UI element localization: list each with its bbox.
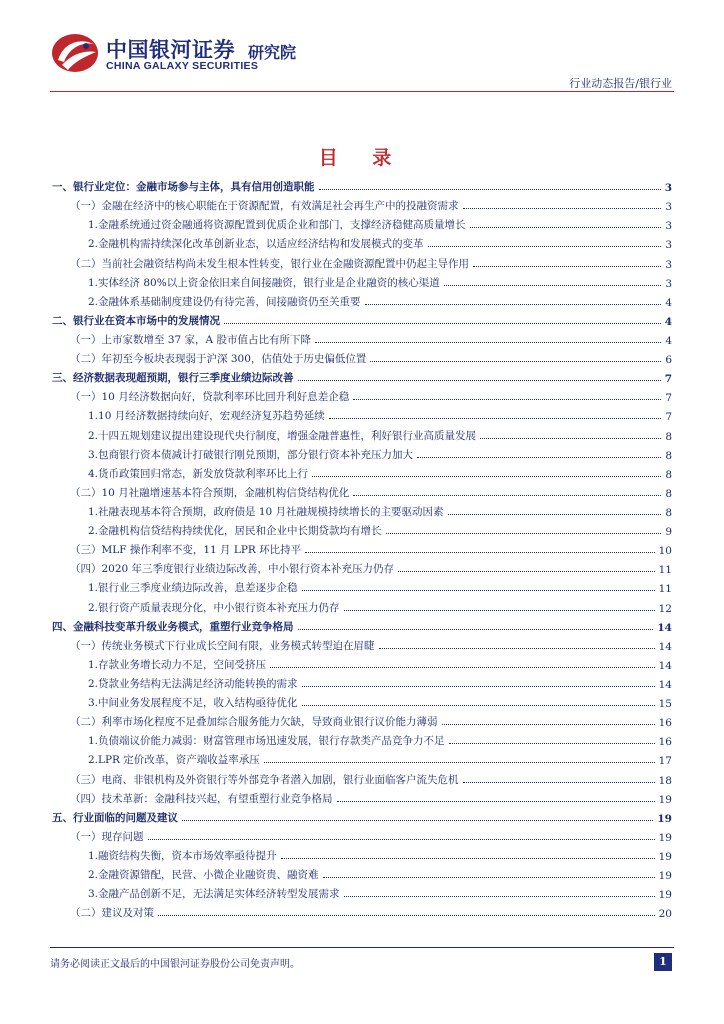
toc-entry-label: 2.金融资源错配，民营、小微企业融资贵、融资难 [88, 869, 319, 882]
toc-entry-label: （二）年初至今板块表现弱于沪深 300，估值处于历史偏低位置 [70, 353, 367, 366]
toc-entry[interactable] [52, 844, 672, 863]
toc-dot-leader [298, 629, 654, 630]
toc-dot-leader [315, 342, 661, 343]
toc-entry-label: （三）MLF 操作利率不变，11 月 LPR 环比持平 [70, 544, 302, 557]
toc-entry-label: 1.负债端议价能力减弱：财富管理市场迅速发展，银行存款类产品竞争力不足 [88, 735, 445, 748]
toc-entry-label: （四）2020 年三季度银行业绩边际改善，中小银行资本补充压力仍存 [70, 563, 395, 576]
toc-entry[interactable] [52, 672, 672, 691]
toc-entry-page: 19 [658, 889, 672, 902]
toc-entry-page: 8 [665, 430, 672, 443]
toc-entry-page: 19 [657, 812, 672, 825]
toc-entry-label: 三、经济数据表现超预期，银行三季度业绩边际改善 [52, 372, 294, 385]
toc-entry-label: 1.金融系统通过资金融通将资源配置到优质企业和部门，支撑经济稳健高质量增长 [88, 219, 466, 232]
toc-dot-leader [473, 266, 661, 267]
toc-entry-page: 16 [658, 736, 672, 749]
toc-entry-label: 1.存款业务增长动力不足，空间受挤压 [88, 658, 267, 671]
toc-entry-page: 16 [658, 717, 672, 730]
toc-dot-leader [302, 590, 655, 591]
toc-entry[interactable] [52, 328, 672, 347]
toc-entry-label: 一、银行业定位：金融市场参与主体，具有信用创造职能 [52, 181, 315, 194]
toc-entry-page: 8 [665, 449, 672, 462]
toc-dot-leader [158, 915, 655, 916]
toc-dot-leader [312, 476, 661, 477]
toc-entry-label: 1.社融表现基本符合预期，政府债是 10 月社融规模持续增长的主要驱动因素 [88, 505, 444, 518]
toc-entry[interactable] [52, 576, 672, 595]
toc-entry[interactable] [52, 481, 672, 500]
toc-dot-leader [470, 227, 662, 228]
toc-entry[interactable] [52, 691, 672, 710]
toc-entry-label: 2.贷款业务结构无法满足经济动能转换的需求 [88, 677, 298, 690]
toc-entry-page: 3 [665, 220, 672, 233]
toc-entry[interactable] [52, 538, 672, 557]
toc-entry-label: 四、金融科技变革升级业务模式，重塑行业竞争格局 [52, 620, 294, 633]
toc-entry-label: 4.货币政策回归常态，新发放贷款利率环比上行 [88, 467, 309, 480]
page-number-badge: 1 [654, 953, 672, 971]
toc-entry-page: 8 [665, 468, 672, 481]
toc-entry-label: 二、银行业在资本市场中的发展情况 [52, 314, 220, 327]
toc-entry-label: 1.实体经济 80%以上资金依旧来自间接融资，银行业是企业融资的核心渠道 [88, 276, 440, 289]
toc-entry[interactable] [52, 271, 672, 290]
toc-entry-page: 4 [665, 296, 672, 309]
toc-entry-label: （一）10 月经济数据向好，贷款利率环比回升利好息差企稳 [70, 391, 350, 404]
toc-entry[interactable] [52, 462, 672, 481]
toc-dot-leader [463, 782, 655, 783]
toc-entry[interactable] [52, 213, 672, 232]
toc-dot-leader [379, 648, 655, 649]
page-header [0, 0, 724, 100]
toc-dot-leader [270, 667, 655, 668]
toc-entry-page: 3 [665, 258, 672, 271]
toc-entry-label: 五、行业面临的问题及建议 [52, 811, 178, 824]
toc-dot-leader [463, 208, 662, 209]
toc-entry-page: 3 [664, 182, 672, 195]
toc-dot-leader [182, 820, 653, 821]
toc-entry-label: 1.10 月经济数据持续向好，宏观经济复苏趋势延续 [88, 410, 325, 423]
header-divider [50, 91, 674, 92]
toc-entry-page: 18 [658, 774, 672, 787]
toc-entry-page: 15 [658, 698, 672, 711]
toc-entry-label: （四）技术革新：金融科技兴起，有望重塑行业竞争格局 [70, 792, 333, 805]
toc-entry[interactable] [52, 634, 672, 653]
toc-entry[interactable] [52, 882, 672, 901]
toc-entry-page: 7 [665, 411, 672, 424]
toc-entry-page: 14 [658, 678, 672, 691]
report-type-label: 行业动态报告/银行业 [569, 77, 672, 90]
toc-entry[interactable] [52, 825, 672, 844]
table-of-contents [52, 175, 672, 920]
toc-entry-page: 7 [665, 392, 672, 405]
toc-entry[interactable] [52, 806, 672, 825]
toc-entry-label: 1.银行业三季度业绩边际改善，息差逐步企稳 [88, 582, 298, 595]
toc-entry-page: 4 [664, 315, 672, 328]
toc-entry[interactable] [52, 615, 672, 634]
toc-entry[interactable] [52, 443, 672, 462]
toc-entry-page: 3 [665, 201, 672, 214]
toc-dot-leader [449, 743, 655, 744]
toc-entry-label: （一）上市家数增至 37 家，A 股市值占比有所下降 [70, 333, 311, 346]
toc-entry-page: 12 [658, 602, 672, 615]
toc-dot-leader [442, 724, 655, 725]
toc-entry-page: 19 [658, 793, 672, 806]
toc-entry-page: 11 [658, 564, 672, 577]
toc-entry-page: 14 [658, 640, 672, 653]
toc-entry[interactable] [52, 309, 672, 328]
toc-entry[interactable] [52, 385, 672, 404]
toc-entry[interactable] [52, 729, 672, 748]
toc-dot-leader [337, 801, 655, 802]
toc-entry-label: 3.金融产品创新不足，无法满足实体经济转型发展需求 [88, 888, 340, 901]
toc-entry-label: （三）电商、非银机构及外资银行等外部竞争者潜入加剧，银行业面临客户流失危机 [70, 773, 459, 786]
toc-entry-label: 1.融资结构失衡，资本市场效率亟待提升 [88, 849, 277, 862]
toc-dot-leader [281, 858, 655, 859]
toc-entry-label: （二）建议及对策 [70, 907, 154, 920]
toc-title: 目 录 [318, 147, 406, 169]
toc-dot-leader [344, 896, 655, 897]
toc-entry-page: 8 [665, 506, 672, 519]
toc-entry-page: 8 [665, 487, 672, 500]
company-name-cn: 中国银河证券 [106, 38, 235, 62]
toc-entry[interactable] [52, 347, 672, 366]
toc-dot-leader [370, 361, 661, 362]
toc-entry-page: 11 [658, 583, 672, 596]
toc-entry-label: 2.金融机构信贷结构持续优化，居民和企业中长期贷款均有增长 [88, 525, 382, 538]
toc-entry-label: （二）利率市场化程度不足叠加综合服务能力欠缺，导致商业银行议价能力薄弱 [70, 716, 438, 729]
toc-entry-label: 2.金融体系基础制度建设仍有待完善，间接融资仍至关重要 [88, 295, 361, 308]
toc-entry-label: （二）10 月社融增速基本符合预期，金融机构信贷结构优化 [70, 486, 350, 499]
toc-entry[interactable] [52, 175, 672, 194]
toc-dot-leader [148, 839, 655, 840]
toc-dot-leader [386, 533, 662, 534]
toc-entry-label: 2.十四五规划建议提出建设现代央行制度，增强金融普惠性，利好银行业高质量发展 [88, 429, 477, 442]
toc-entry-page: 4 [665, 334, 672, 347]
toc-entry-page: 19 [658, 831, 672, 844]
disclaimer-text: 请务必阅读正文最后的中国银河证券股份公司免责声明。 [50, 959, 300, 970]
toc-dot-leader [398, 571, 655, 572]
toc-entry-page: 10 [658, 545, 672, 558]
toc-dot-leader [353, 399, 661, 400]
toc-entry-page: 17 [658, 755, 672, 768]
toc-entry[interactable] [52, 710, 672, 729]
toc-dot-leader [323, 877, 655, 878]
toc-entry[interactable] [52, 251, 672, 270]
company-name-en: CHINA GALAXY SECURITIES [106, 60, 259, 72]
toc-entry[interactable] [52, 423, 672, 442]
toc-dot-leader [224, 323, 661, 324]
toc-entry-label: （一）现存问题 [70, 830, 144, 843]
toc-entry-page: 14 [657, 621, 672, 634]
toc-entry[interactable] [52, 557, 672, 576]
china-galaxy-logo-icon [50, 32, 100, 74]
toc-dot-leader [480, 438, 661, 439]
toc-dot-leader [344, 610, 655, 611]
toc-entry-page: 3 [665, 277, 672, 290]
toc-entry-page: 7 [664, 373, 672, 386]
toc-entry-label: 2.银行资产质量表现分化，中小银行资本补充压力仍存 [88, 601, 340, 614]
toc-dot-leader [298, 380, 661, 381]
toc-entry-page: 6 [665, 354, 672, 367]
toc-dot-leader [448, 514, 662, 515]
toc-dot-leader [264, 762, 655, 763]
toc-dot-leader [444, 285, 662, 286]
toc-entry[interactable] [52, 748, 672, 767]
institute-label: 研究院 [248, 43, 297, 62]
toc-entry-page: 14 [658, 659, 672, 672]
toc-entry[interactable] [52, 404, 672, 423]
toc-entry-label: 2.LPR 定价改革，资产端收益率承压 [88, 754, 260, 767]
toc-entry-page: 3 [665, 239, 672, 252]
toc-entry[interactable] [52, 901, 672, 920]
toc-entry-page: 20 [658, 908, 672, 921]
toc-dot-leader [353, 495, 661, 496]
toc-entry[interactable] [52, 232, 672, 251]
toc-entry-label: 2.金融机构需持续深化改革创新业态，以适应经济结构和发展模式的变革 [88, 238, 424, 251]
toc-entry[interactable] [52, 595, 672, 614]
toc-dot-leader [319, 189, 661, 190]
toc-entry[interactable] [52, 194, 672, 213]
toc-entry[interactable] [52, 787, 672, 806]
toc-entry[interactable] [52, 366, 672, 385]
footer-divider [50, 947, 674, 948]
toc-entry-label: （二）当前社会融资结构尚未发生根本性转变，银行业在金融资源配置中仍起主导作用 [70, 257, 469, 270]
toc-entry-label: 3.包商银行资本债减计打破银行刚兑预期，部分银行资本补充压力加大 [88, 448, 414, 461]
toc-entry[interactable] [52, 519, 672, 538]
toc-dot-leader [302, 686, 655, 687]
toc-entry[interactable] [52, 290, 672, 309]
toc-dot-leader [428, 246, 662, 247]
toc-entry-page: 9 [665, 526, 672, 539]
toc-dot-leader [305, 552, 654, 553]
toc-entry-page: 19 [658, 850, 672, 863]
toc-entry-label: 3.中间业务发展程度不足，收入结构亟待优化 [88, 697, 298, 710]
toc-entry[interactable] [52, 653, 672, 672]
toc-entry[interactable] [52, 767, 672, 786]
toc-entry-label: （一）金融在经济中的核心职能在于资源配置，有效满足社会再生产中的投融资需求 [70, 200, 459, 213]
toc-dot-leader [302, 705, 655, 706]
toc-entry-label: （一）传统业务模式下行业成长空间有限，业务模式转型迫在眉睫 [70, 639, 375, 652]
toc-dot-leader [417, 457, 661, 458]
toc-entry[interactable] [52, 500, 672, 519]
toc-entry[interactable] [52, 863, 672, 882]
toc-entry-page: 19 [658, 870, 672, 883]
toc-dot-leader [329, 418, 662, 419]
toc-dot-leader [365, 304, 662, 305]
